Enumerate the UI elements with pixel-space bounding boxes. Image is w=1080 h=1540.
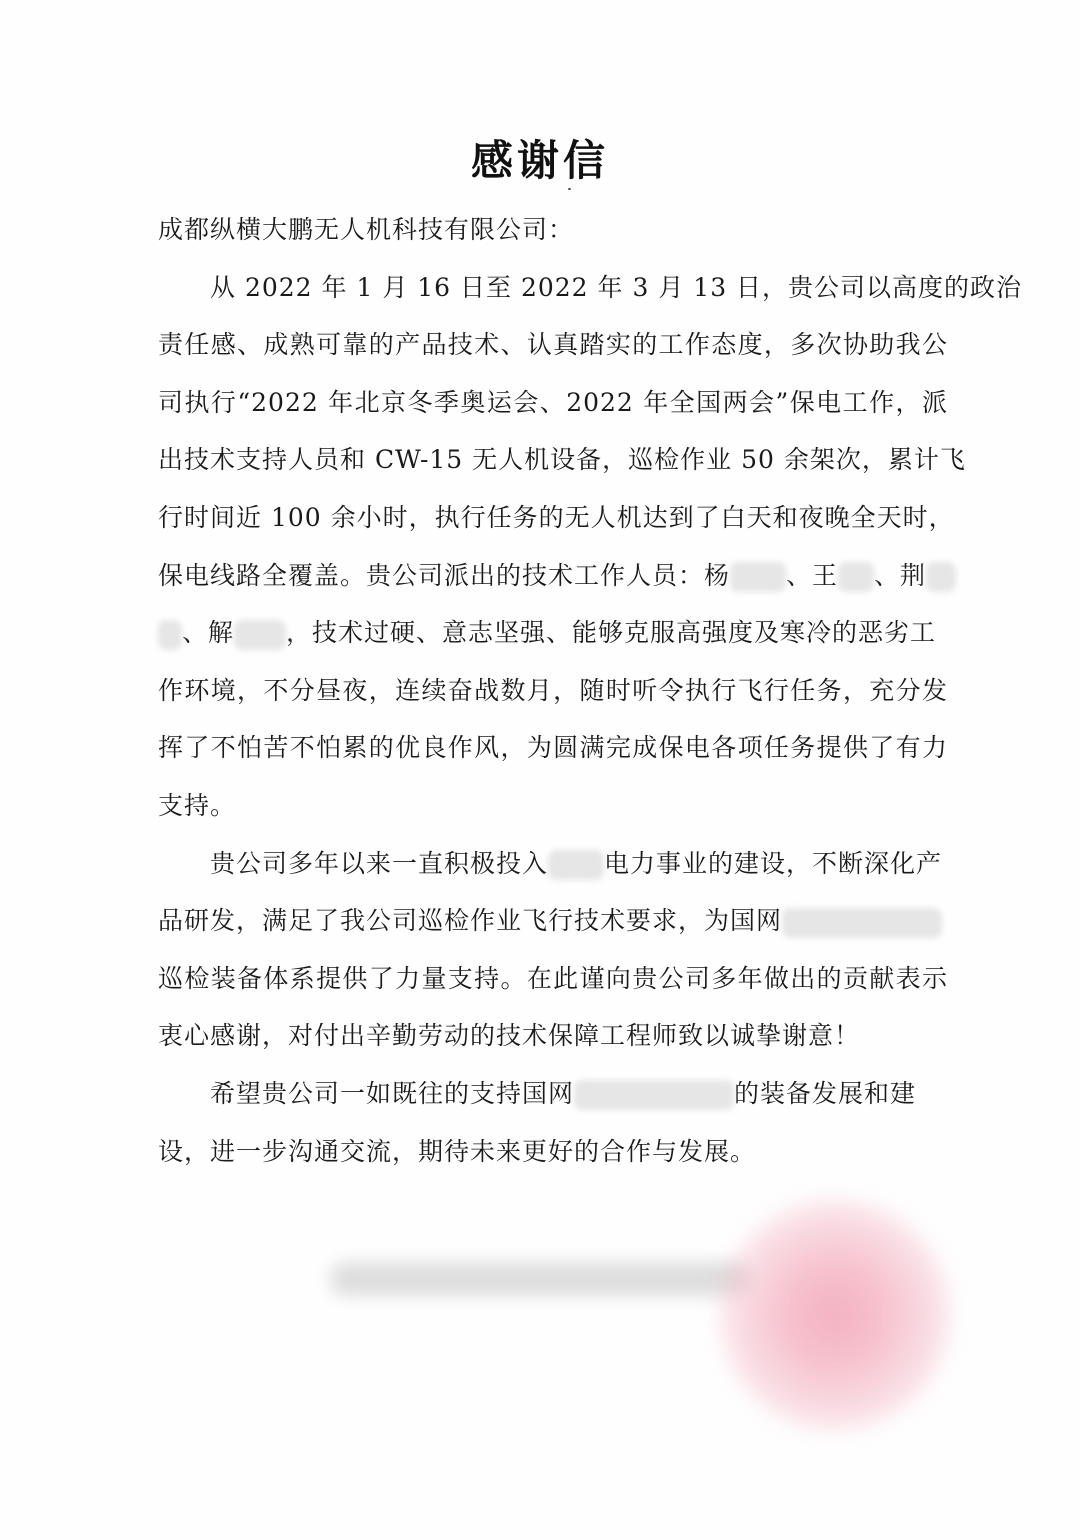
paragraph-3-line-2: 设，进一步沟通交流，期待未来更好的合作与发展。 [158, 1136, 757, 1166]
paragraph-1-line-2: 责任感、成熟可靠的产品技术、认真踏实的工作态度，多次协助我公 [158, 330, 948, 360]
letter-title: 感谢信 [470, 136, 609, 185]
redacted-region [548, 850, 604, 880]
redacted-name [234, 620, 286, 650]
paragraph-2-line-1: 贵公司多年以来一直积极投入 电力事业的建设，不断深化产 [158, 844, 948, 884]
paragraph-2-line-2: 品研发，满足了我公司巡检作业飞行技术要求，为国网 [158, 901, 948, 941]
paragraph-1-line-5: 行时间近 100 余小时，执行任务的无人机达到了白天和夜晚全天时， [158, 502, 955, 532]
redacted-name [838, 562, 874, 592]
paragraph-1-line-10: 支持。 [158, 790, 237, 820]
letter-body [158, 210, 1023, 1189]
scan-speck [568, 188, 571, 190]
redacted-company [782, 908, 942, 938]
salutation: 成都纵横大鹏无人机科技有限公司： [158, 215, 575, 244]
paragraph-1-line-8: 作环境，不分昼夜，连续奋战数月，随时听令执行飞行任务，充分发 [158, 675, 948, 705]
paragraph-2-line-3: 巡检装备体系提供了力量支持。在此谨向贵公司多年做出的贡献表示 [158, 963, 948, 993]
redacted-company [574, 1080, 734, 1110]
paragraph-1-line-6: 保电线路全覆盖。贵公司派出的技术工作人员：杨 、王 、荆 [158, 556, 948, 596]
paragraph-1-line-1: 从 2022 年 1 月 16 日至 2022 年 3 月 13 日，贵公司以高度的政治 [210, 272, 1023, 302]
paragraph-2-line-4: 衷心感谢，对付出辛勤劳动的技术保障工程师致以诚挚谢意！ [158, 1021, 861, 1051]
company-seal-stamp [720, 1200, 950, 1430]
paragraph-1-line-7: 、解 ，技术过硬、意志坚强、能够克服高强度及寒冷的恶劣工 [158, 613, 948, 653]
redacted-signature [330, 1262, 750, 1296]
redacted-name [926, 562, 956, 592]
paragraph-3-line-1: 希望贵公司一如既往的支持国网 的装备发展和建 [158, 1074, 948, 1114]
paragraph-1-line-3: 司执行“2022 年北京冬季奥运会、2022 年全国两会”保电工作，派 [158, 387, 948, 417]
paragraph-1-line-9: 挥了不怕苦不怕累的优良作风，为圆满完成保电各项任务提供了有力 [158, 733, 948, 763]
paragraph-1-line-4: 出技术支持人员和 CW-15 无人机设备，巡检作业 50 余架次，累计飞 [158, 445, 966, 475]
redacted-name [730, 562, 786, 592]
redacted-name [158, 620, 182, 650]
